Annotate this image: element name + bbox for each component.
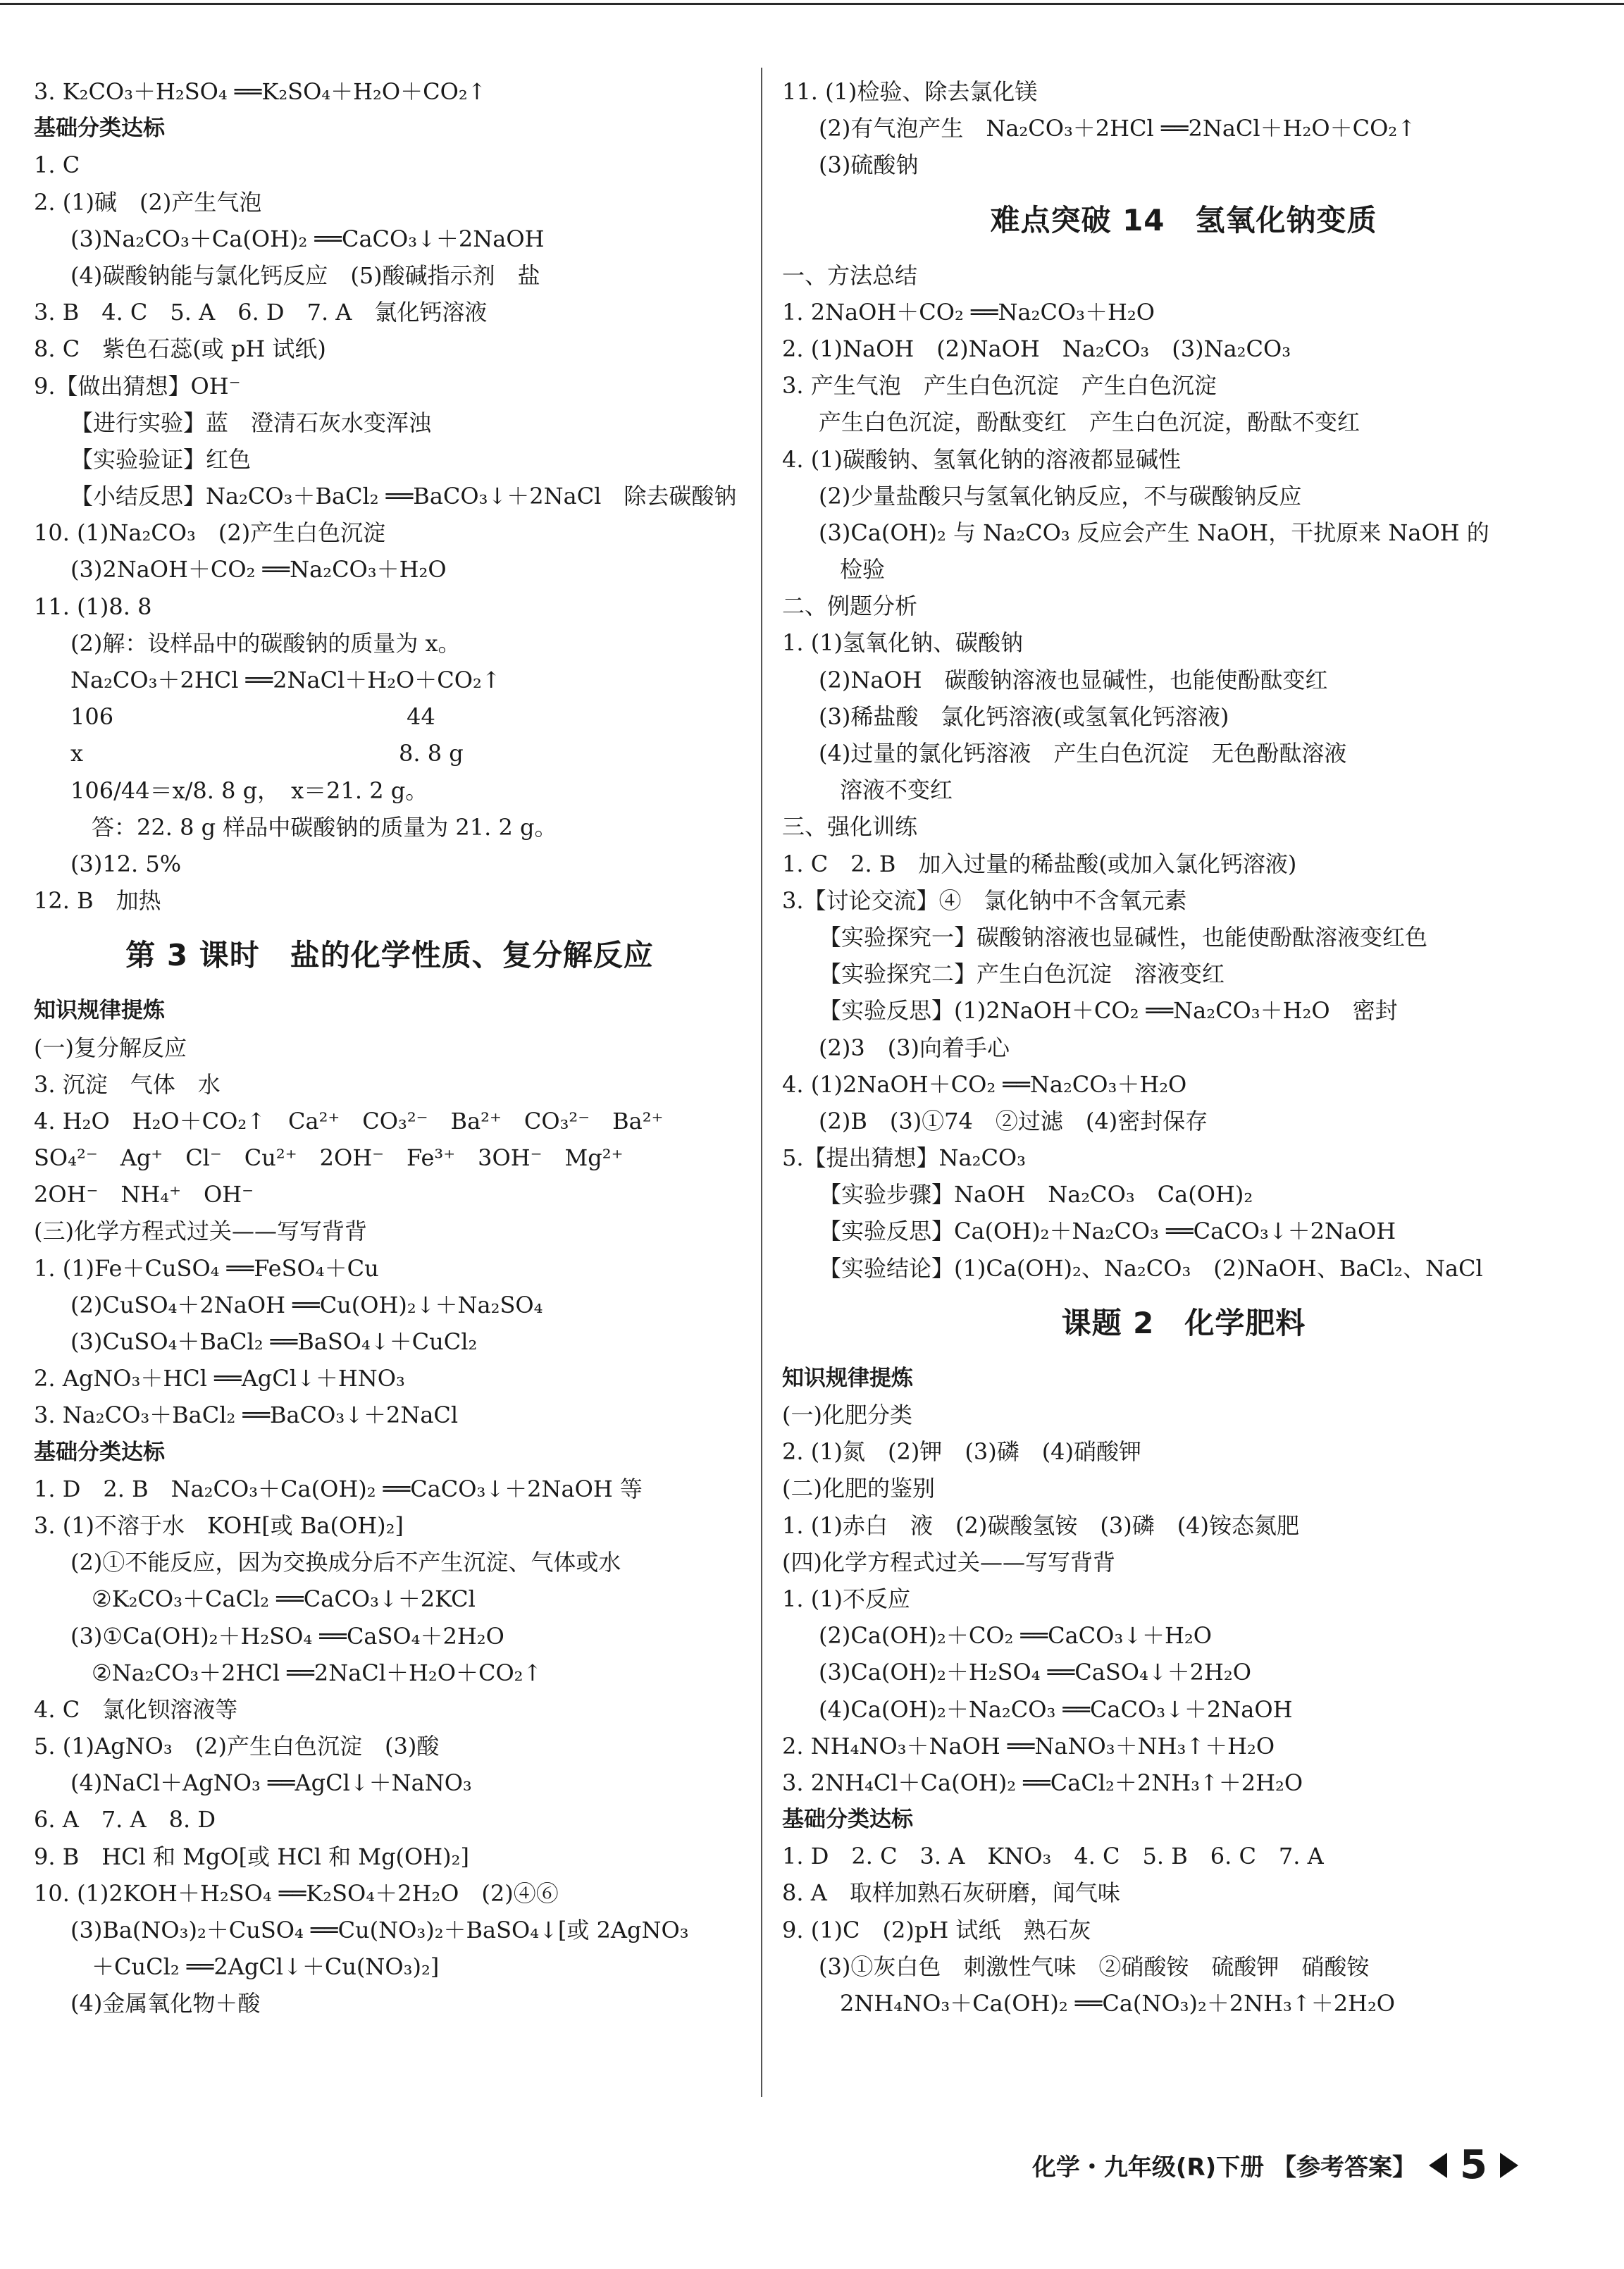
answer-line: ②Na₂CO₃＋2HCl ══2NaCl＋H₂O＋CO₂↑: [92, 1659, 543, 1686]
answer-line: (2)B (3)①74 ②过滤 (4)密封保存: [819, 1107, 1208, 1134]
answer-line: 106 44: [70, 703, 435, 731]
answer-line: (2)NaOH 碳酸钠溶液也显碱性，也能使酚酞变红: [819, 666, 1328, 693]
answer-line: 1. (1)Fe＋CuSO₄ ══FeSO₄＋Cu: [34, 1254, 379, 1282]
answer-line: 【小结反思】Na₂CO₃＋BaCl₂ ══BaCO₃↓＋2NaCl 除去碳酸钠: [70, 483, 737, 510]
section-title: 课题 2 化学肥料: [1061, 1305, 1306, 1340]
answer-line: 1. (1)不反应: [782, 1585, 911, 1612]
answer-line: 产生白色沉淀，酚酞变红 产生白色沉淀，酚酞不变红: [819, 409, 1360, 436]
section-title: 难点突破 14 氢氧化钠变质: [990, 202, 1377, 237]
answer-line: 4. (1)碳酸钠、氢氧化钠的溶液都显碱性: [782, 445, 1182, 473]
answer-line: (一)化肥分类: [782, 1402, 912, 1428]
answer-line: 1. (1)氢氧化钠、碳酸钠: [782, 629, 1024, 657]
answer-line: 4. (1)2NaOH＋CO₂ ══Na₂CO₃＋H₂O: [782, 1070, 1187, 1098]
answer-line: 9. B HCl 和 MgO[或 HCl 和 Mg(OH)₂]: [34, 1843, 469, 1870]
answer-line: 二、例题分析: [782, 593, 918, 620]
answer-line: (2)少量盐酸只与氢氧化钠反应，不与碳酸钠反应: [819, 482, 1302, 509]
answer-line: 8. C 紫色石蕊(或 pH 试纸): [34, 335, 326, 363]
answer-line: 1. C: [34, 152, 80, 179]
next-arrow-icon: [1500, 2153, 1518, 2178]
answer-line: 2. NH₄NO₃＋NaOH ══NaNO₃＋NH₃↑＋H₂O: [782, 1732, 1275, 1760]
answer-line: (3)2NaOH＋CO₂ ══Na₂CO₃＋H₂O: [70, 556, 447, 583]
answer-line: 11. (1)8. 8: [34, 593, 152, 620]
answer-line: (4)Ca(OH)₂＋Na₂CO₃ ══CaCO₃↓＋2NaOH: [819, 1695, 1293, 1723]
answer-line: 2. (1)氮 (2)钾 (3)磷 (4)硝酸钾: [782, 1438, 1142, 1466]
answer-line: 1. 2NaOH＋CO₂ ══Na₂CO₃＋H₂O: [782, 298, 1155, 326]
footer-label: 化学・九年级(R)下册 【参考答案】: [1031, 2153, 1417, 2182]
top-rule: [0, 3, 1624, 5]
answer-line: 5. (1)AgNO₃ (2)产生白色沉淀 (3)酸: [34, 1733, 440, 1760]
answer-line: (3)①灰白色 刺激性气味 ②硝酸铵 硫酸钾 硝酸铵: [819, 1953, 1370, 1980]
answer-line: (4)过量的氯化钙溶液 产生白色沉淀 无色酚酞溶液: [819, 740, 1347, 767]
answer-line: 【实验结论】(1)Ca(OH)₂、Na₂CO₃ (2)NaOH、BaCl₂、NaCl: [819, 1254, 1483, 1282]
answer-line: 3. Na₂CO₃＋BaCl₂ ══BaCO₃↓＋2NaCl: [34, 1402, 459, 1429]
section-heading: 基础分类达标: [782, 1807, 913, 1833]
answer-line: 【实验反思】(1)2NaOH＋CO₂ ══Na₂CO₃＋H₂O 密封: [819, 997, 1398, 1025]
answer-line: (一)复分解反应: [34, 1034, 187, 1061]
answer-line: 9. (1)C (2)pH 试纸 熟石灰: [782, 1916, 1091, 1943]
answer-line: 溶液不变红: [840, 777, 953, 804]
answer-line: (2)有气泡产生 Na₂CO₃＋2HCl ══2NaCl＋H₂O＋CO₂↑: [819, 115, 1416, 142]
answer-line: 【实验探究二】产生白色沉淀 溶液变红: [819, 960, 1225, 988]
answer-line: Na₂CO₃＋2HCl ══2NaCl＋H₂O＋CO₂↑: [70, 667, 501, 693]
answer-line: 【实验探究一】碳酸钠溶液也显碱性，也能使酚酞溶液变红色: [819, 923, 1428, 951]
answer-line: 6. A 7. A 8. D: [34, 1806, 216, 1834]
answer-line: 11. (1)检验、除去氯化镁: [782, 78, 1038, 105]
answer-line: (2)3 (3)向着手心: [819, 1034, 1010, 1061]
answer-line: 3. K₂CO₃＋H₂SO₄ ══K₂SO₄＋H₂O＋CO₂↑: [34, 78, 487, 105]
answer-line: 答：22. 8 g 样品中碳酸钠的质量为 21. 2 g。: [92, 813, 557, 841]
answer-line: (3)CuSO₄＋BaCl₂ ══BaSO₄↓＋CuCl₂: [70, 1328, 478, 1355]
answer-line: (3)硫酸钠: [819, 152, 919, 179]
answer-line: 【实验反思】Ca(OH)₂＋Na₂CO₃ ══CaCO₃↓＋2NaOH: [819, 1218, 1396, 1245]
section-heading: 知识规律提炼: [34, 998, 165, 1024]
right-column: [782, 73, 1585, 2022]
answer-line: (2)CuSO₄＋2NaOH ══Cu(OH)₂↓＋Na₂SO₄: [70, 1291, 543, 1318]
answer-line: (3)12. 5%: [70, 850, 182, 877]
answer-line: 2. AgNO₃＋HCl ══AgCl↓＋HNO₃: [34, 1365, 405, 1392]
answer-line: 4. C 氯化钡溶液等: [34, 1695, 238, 1723]
answer-line: 【实验验证】红色: [70, 445, 252, 473]
answer-line: (4)NaCl＋AgNO₃ ══AgCl↓＋NaNO₃: [70, 1769, 472, 1797]
answer-line: (3)Ba(NO₃)₂＋CuSO₄ ══Cu(NO₃)₂＋BaSO₄↓[或 2AgNO₃: [70, 1917, 689, 1943]
answer-line: (3)Ca(OH)₂ 与 Na₂CO₃ 反应会产生 NaOH，干扰原来 NaOH 的: [819, 519, 1489, 546]
answer-line: 3. 沉淀 气体 水: [34, 1070, 221, 1098]
answer-line: 3. B 4. C 5. A 6. D 7. A 氯化钙溶液: [34, 299, 488, 326]
answer-line: 1. C 2. B 加入过量的稀盐酸(或加入氯化钙溶液): [782, 850, 1297, 877]
prev-arrow-icon: [1429, 2153, 1447, 2178]
answer-line: (2)Ca(OH)₂＋CO₂ ══CaCO₃↓＋H₂O: [819, 1622, 1212, 1650]
answer-line: 3.【讨论交流】④ 氯化钠中不含氧元素: [782, 886, 1187, 914]
column-divider: [761, 68, 762, 2097]
answer-line: 检验: [840, 556, 886, 583]
answer-line: 2. (1)NaOH (2)NaOH Na₂CO₃ (3)Na₂CO₃: [782, 335, 1291, 362]
answer-line: 【进行实验】蓝 澄清石灰水变浑浊: [70, 409, 432, 436]
left-column: [34, 73, 745, 2022]
answer-line: 5.【提出猜想】Na₂CO₃: [782, 1144, 1026, 1172]
answer-line: 8. A 取样加熟石灰研磨，闻气味: [782, 1879, 1120, 1907]
answer-line: 10. (1)Na₂CO₃ (2)产生白色沉淀: [34, 519, 386, 547]
answer-line: ＋CuCl₂ ══2AgCl↓＋Cu(NO₃)₂]: [92, 1953, 440, 1981]
answer-line: SO₄²⁻ Ag⁺ Cl⁻ Cu²⁺ 2OH⁻ Fe³⁺ 3OH⁻ Mg²⁺: [34, 1144, 624, 1172]
answer-line: 10. (1)2KOH＋H₂SO₄ ══K₂SO₄＋2H₂O (2)④⑥: [34, 1879, 559, 1907]
answer-line: 3. 2NH₄Cl＋Ca(OH)₂ ══CaCl₂＋2NH₃↑＋2H₂O: [782, 1769, 1303, 1796]
answer-line: 【实验步骤】NaOH Na₂CO₃ Ca(OH)₂: [819, 1181, 1253, 1208]
answer-line: (3)Na₂CO₃＋Ca(OH)₂ ══CaCO₃↓＋2NaOH: [70, 225, 545, 252]
answer-line: (二)化肥的鉴别: [782, 1475, 935, 1502]
section-heading: 基础分类达标: [34, 116, 165, 142]
answer-line: 9.【做出猜想】OH⁻: [34, 372, 241, 400]
answer-line: 三、强化训练: [782, 813, 918, 841]
answer-line: 12. B 加热: [34, 887, 161, 915]
answer-line: (三)化学方程式过关——写写背背: [34, 1218, 367, 1245]
answer-line: (四)化学方程式过关——写写背背: [782, 1548, 1115, 1576]
answer-line: ②K₂CO₃＋CaCl₂ ══CaCO₃↓＋2KCl: [92, 1585, 476, 1613]
answer-line: (3)①Ca(OH)₂＋H₂SO₄ ══CaSO₄＋2H₂O: [70, 1622, 504, 1650]
answer-line: x 8. 8 g: [70, 740, 464, 767]
answer-line: 3. (1)不溶于水 KOH[或 Ba(OH)₂]: [34, 1511, 404, 1539]
page-footer: [1032, 2142, 1518, 2188]
answer-line: (2)①不能反应，因为交换成分后不产生沉淀、气体或水: [70, 1549, 621, 1576]
answer-line: 3. 产生气泡 产生白色沉淀 产生白色沉淀: [782, 372, 1217, 400]
answer-line: (3)Ca(OH)₂＋H₂SO₄ ══CaSO₄↓＋2H₂O: [819, 1659, 1251, 1686]
answer-line: (3)稀盐酸 氯化钙溶液(或氢氧化钙溶液): [819, 703, 1229, 730]
answer-line: 1. D 2. C 3. A KNO₃ 4. C 5. B 6. C 7. A: [782, 1843, 1324, 1870]
section-heading: 知识规律提炼: [782, 1365, 913, 1391]
page-number: 5: [1460, 2142, 1487, 2188]
answer-line: 2OH⁻ NH₄⁺ OH⁻: [34, 1181, 254, 1208]
section-heading: 基础分类达标: [34, 1439, 165, 1465]
answer-line: 1. (1)赤白 液 (2)碳酸氢铵 (3)磷 (4)铵态氮肥: [782, 1511, 1300, 1539]
answer-line: (4)金属氧化物＋酸: [70, 1990, 261, 2017]
answer-line: 一、方法总结: [782, 261, 918, 289]
answer-line: (4)碳酸钠能与氯化钙反应 (5)酸碱指示剂 盐: [70, 261, 540, 289]
answer-line: 1. D 2. B Na₂CO₃＋Ca(OH)₂ ══CaCO₃↓＋2NaOH 等: [34, 1475, 643, 1502]
answer-line: 2NH₄NO₃＋Ca(OH)₂ ══Ca(NO₃)₂＋2NH₃↑＋2H₂O: [840, 1990, 1396, 2017]
answer-line: 4. H₂O H₂O＋CO₂↑ Ca²⁺ CO₃²⁻ Ba²⁺ CO₃²⁻ Ba²⁺: [34, 1107, 664, 1134]
answer-line: 2. (1)碱 (2)产生气泡: [34, 188, 262, 216]
section-title: 第 3 课时 盐的化学性质、复分解反应: [125, 938, 654, 973]
answer-line: 106/44＝x/8. 8 g， x＝21. 2 g。: [70, 777, 428, 804]
answer-line: (2)解：设样品中的碳酸钠的质量为 x。: [70, 629, 461, 657]
